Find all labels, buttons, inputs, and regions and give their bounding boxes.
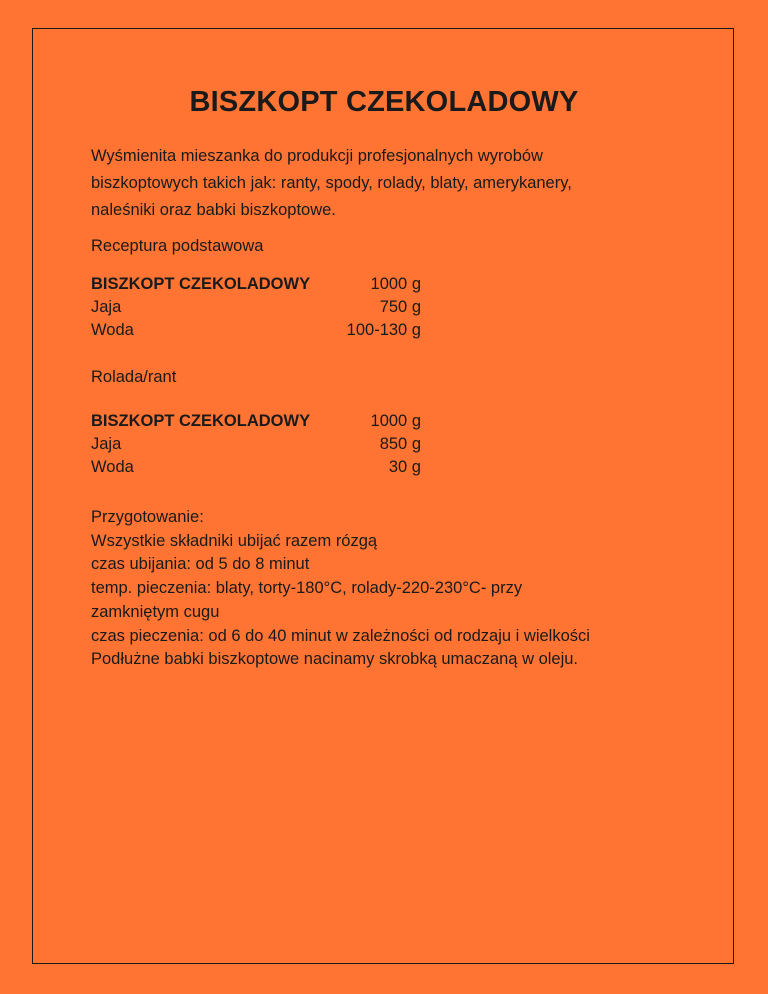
ingredient-amount: 1000 g [370,275,421,293]
ingredient-row [91,456,421,479]
ingredient-name: BISZKOPT CZEKOLADOWY [91,412,311,430]
ingredient-name: Jaja [91,435,122,453]
recipe-roll-table [91,410,421,479]
intro-paragraph [91,143,691,224]
ingredient-row [91,273,421,296]
preparation-line: zamkniętym cugu [91,602,220,621]
preparation-line: Wszystkie składniki ubijać razem rózgą [91,531,378,550]
ingredient-row [91,410,421,433]
intro-line: biszkoptowych takich jak: ranty, spody, rolady, blaty, amerykanery, [91,174,572,192]
preparation-line: Podłużne babki biszkoptowe nacinamy skrobką umaczaną w oleju. [91,650,579,669]
preparation-line: czas pieczenia: od 6 do 40 minut w zależności od rodzaju i wielkości [91,626,590,645]
ingredient-name: Woda [91,458,134,476]
intro-line: Wyśmienita mieszanka do produkcji profesjonalnych wyrobów [91,147,543,165]
recipe-basic-label: Receptura podstawowa [91,237,264,255]
ingredient-amount: 850 g [379,435,421,453]
ingredient-row [91,433,421,456]
recipe-basic-table [91,273,421,342]
preparation-line: temp. pieczenia: blaty, torty-180°C, rolady-220-230°C- przy [91,579,523,598]
ingredient-name: BISZKOPT CZEKOLADOWY [91,275,311,293]
ingredient-row [91,296,421,319]
preparation-section [91,506,711,672]
preparation-heading: Przygotowanie: [91,508,204,526]
ingredient-name: Jaja [91,298,122,316]
ingredient-amount: 750 g [379,298,421,316]
ingredient-row [91,319,421,342]
preparation-line: czas ubijania: od 5 do 8 minut [91,555,310,574]
ingredient-amount: 30 g [388,458,421,476]
recipe-roll-label: Rolada/rant [91,368,177,386]
ingredient-amount: 1000 g [370,412,421,430]
intro-line: naleśniki oraz babki biszkoptowe. [91,201,336,219]
ingredient-amount: 100-130 g [346,321,421,339]
page-title: BISZKOPT CZEKOLADOWY [189,86,579,118]
ingredient-name: Woda [91,321,134,339]
